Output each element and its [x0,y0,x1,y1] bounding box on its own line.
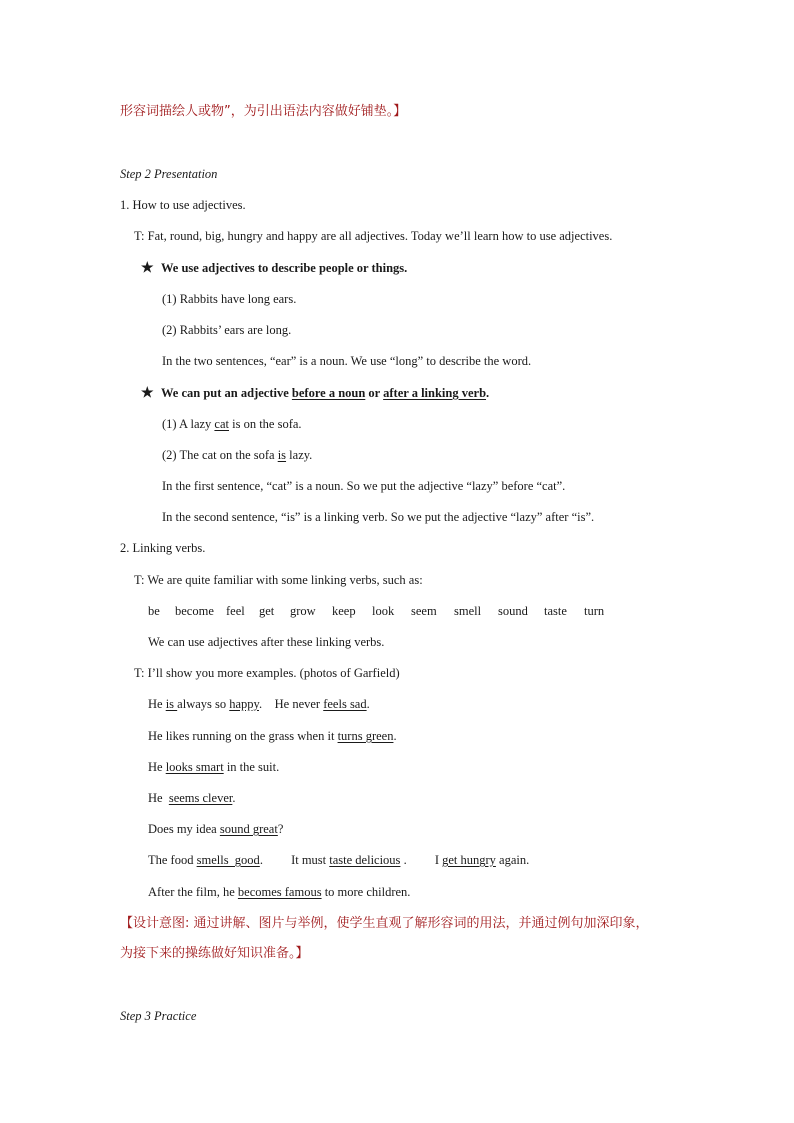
verb: taste [544,604,567,618]
example-3: (1) A lazy cat is on the sofa. [162,417,302,431]
teacher-line-3: T: I’ll show you more examples. (photos of Garfield) [134,666,400,680]
verb: seem [411,604,437,618]
verb: turn [584,604,605,618]
linking-verbs-note: We can use adjectives after these linking verbs. [148,635,385,649]
design-note-line-1: 【设计意图: 通过讲解、图片与举例，使学生直观了解形容词的用法，并通过例句加深印象， [120,916,649,931]
star-icon: ★ [141,386,154,401]
verb: get [259,604,275,618]
verb: feel [226,604,245,618]
verb: sound [498,604,528,618]
rule-2-pre: We can put an adjective [161,386,292,400]
section1-heading: 1. How to use adjectives. [120,198,246,212]
garfield-line-2: He likes running on the grass when it turns green. [148,729,397,743]
explanation-3: In the second sentence, “is” is a linking verb. So we put the adjective “lazy” after “is”. [162,510,595,524]
example-4: (2) The cat on the sofa is lazy. [162,448,313,462]
rule-1-text: We use adjectives to describe people or things. [161,261,408,275]
garfield-line-4: He seems clever. [148,791,236,805]
verb: smell [454,604,482,618]
garfield-line-6: The food smells good. It must taste delicious . I get hungry again. [148,853,530,867]
linking-verbs-list [148,603,604,619]
garfield-line-7: After the film, he becomes famous to more children. [148,885,411,899]
example-2: (2) Rabbits’ ears are long. [162,323,292,337]
rule-2-after-linking-verb: after a linking verb [383,386,487,400]
rule-2-before-noun: before a noun [291,386,366,400]
underlined-word: cat [214,417,229,431]
star-icon: ★ [141,261,154,276]
explanation-1: In the two sentences, “ear” is a noun. We use “long” to describe the word. [162,354,532,368]
garfield-line-5: Does my idea sound great? [148,822,284,836]
teacher-line-2: T: We are quite familiar with some linking verbs, such as: [134,573,423,587]
step3-title: Step 3 Practice [120,1009,197,1023]
verb: keep [332,604,356,618]
verb: be [148,604,160,618]
verb: become [175,604,214,618]
rule-2-post: . [486,386,490,400]
garfield-line-3: He looks smart in the suit. [148,760,280,774]
rule-2-mid: or [365,386,384,400]
garfield-line-1: He is always so happy. He never feels sad. [148,697,370,711]
rule-1 [141,260,407,277]
section2-heading: 2. Linking verbs. [120,541,206,555]
step2-title: Step 2 Presentation [120,167,218,181]
explanation-2: In the first sentence, “cat” is a noun. So we put the adjective “lazy” before “cat”. [162,479,566,493]
design-note-line-2: 为接下来的操练做好知识准备。】 [120,946,309,961]
teacher-line-1: T: Fat, round, big, hungry and happy are all adjectives. Today we’ll learn how to use adjectives. [134,229,613,243]
underlined-word: is [277,448,287,462]
verb: look [372,604,395,618]
example-1: (1) Rabbits have long ears. [162,292,297,306]
verb: grow [290,604,316,618]
intro-note: 形容词描绘人或物”，为引出语法内容做好铺垫。】 [120,104,407,119]
rule-2 [141,385,489,402]
